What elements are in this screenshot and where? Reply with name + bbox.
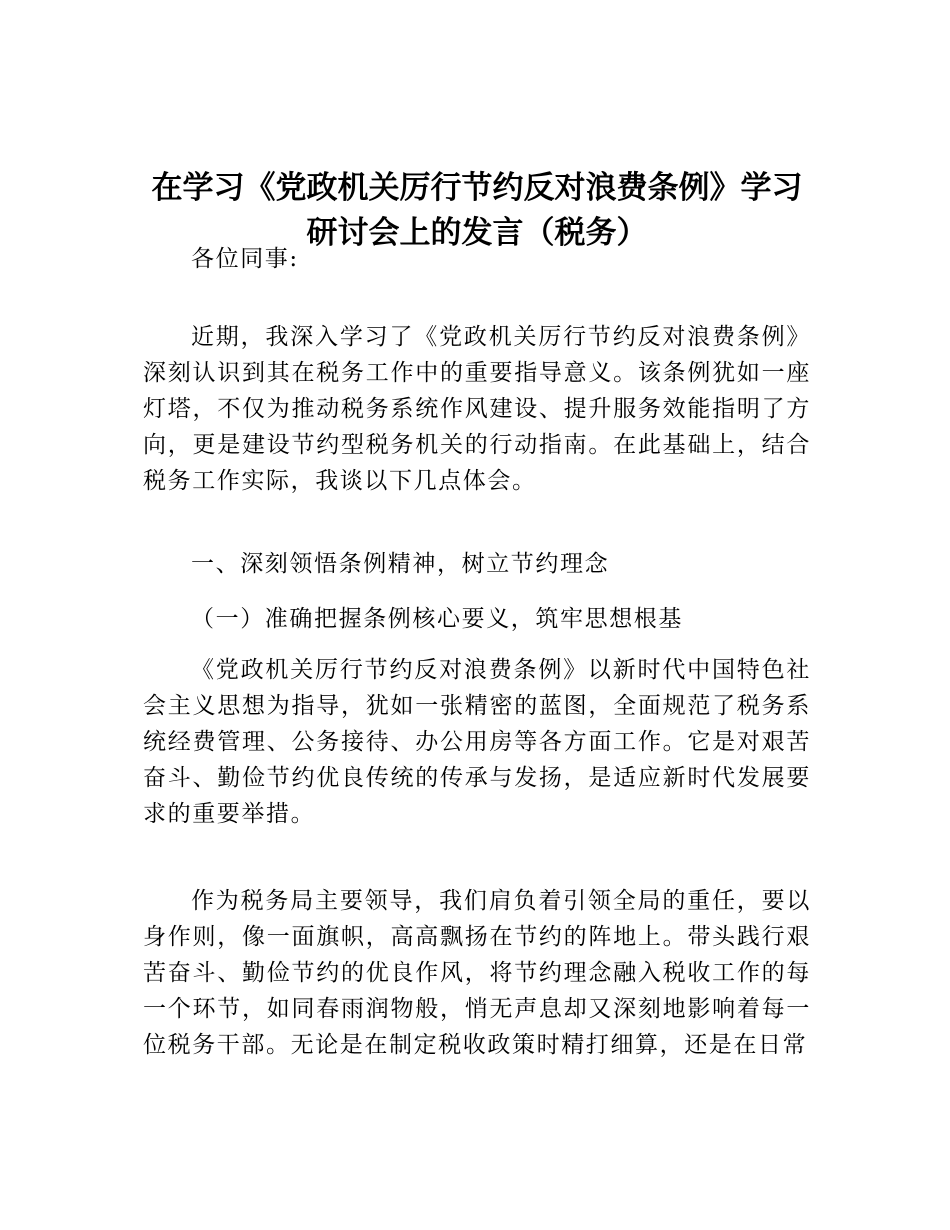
paragraph-intro: 近期，我深入学习了《党政机关厉行节约反对浪费条例》深刻认识到其在税务工作中的重要指导意义。该条例犹如一座灯塔，不仅为推动税务系统作风建设、提升服务效能指明了方向，更是建设节约型税务机关的行动指南。在此基础上，结合税务工作实际，我谈以下几点体会。 <box>143 324 811 494</box>
subsection-heading-1: （一）准确把握条例核心要义，筑牢思想根基 <box>191 606 683 632</box>
section-heading-1: 一、深刻领悟条例精神，树立节约理念 <box>191 551 610 577</box>
paragraph-leadership: 作为税务局主要领导，我们肩负着引领全局的重任，要以身作则，像一面旗帜，高高飘扬在节约的阵地上。带头践行艰苦奋斗、勤俭节约的优良作风，将节约理念融入税收工作的每一个环节，如同春雨润物般，悄无声息却又深刻地影响着每一位税务干部。无论是在制定税收政策时精打细算，还是在日常 <box>143 888 811 1058</box>
document-title: 在学习《党政机关厉行节约反对浪费条例》学习研讨会上的发言（税务） <box>151 170 803 251</box>
paragraph-regulation: 《党政机关厉行节约反对浪费条例》以新时代中国特色社会主义思想为指导，犹如一张精密的蓝图，全面规范了税务系统经费管理、公务接待、办公用房等各方面工作。它是对艰苦奋斗、勤俭节约优良传统的传承与发扬，是适应新时代发展要求的重要举措。 <box>143 657 811 827</box>
salutation: 各位同事: <box>191 246 299 272</box>
